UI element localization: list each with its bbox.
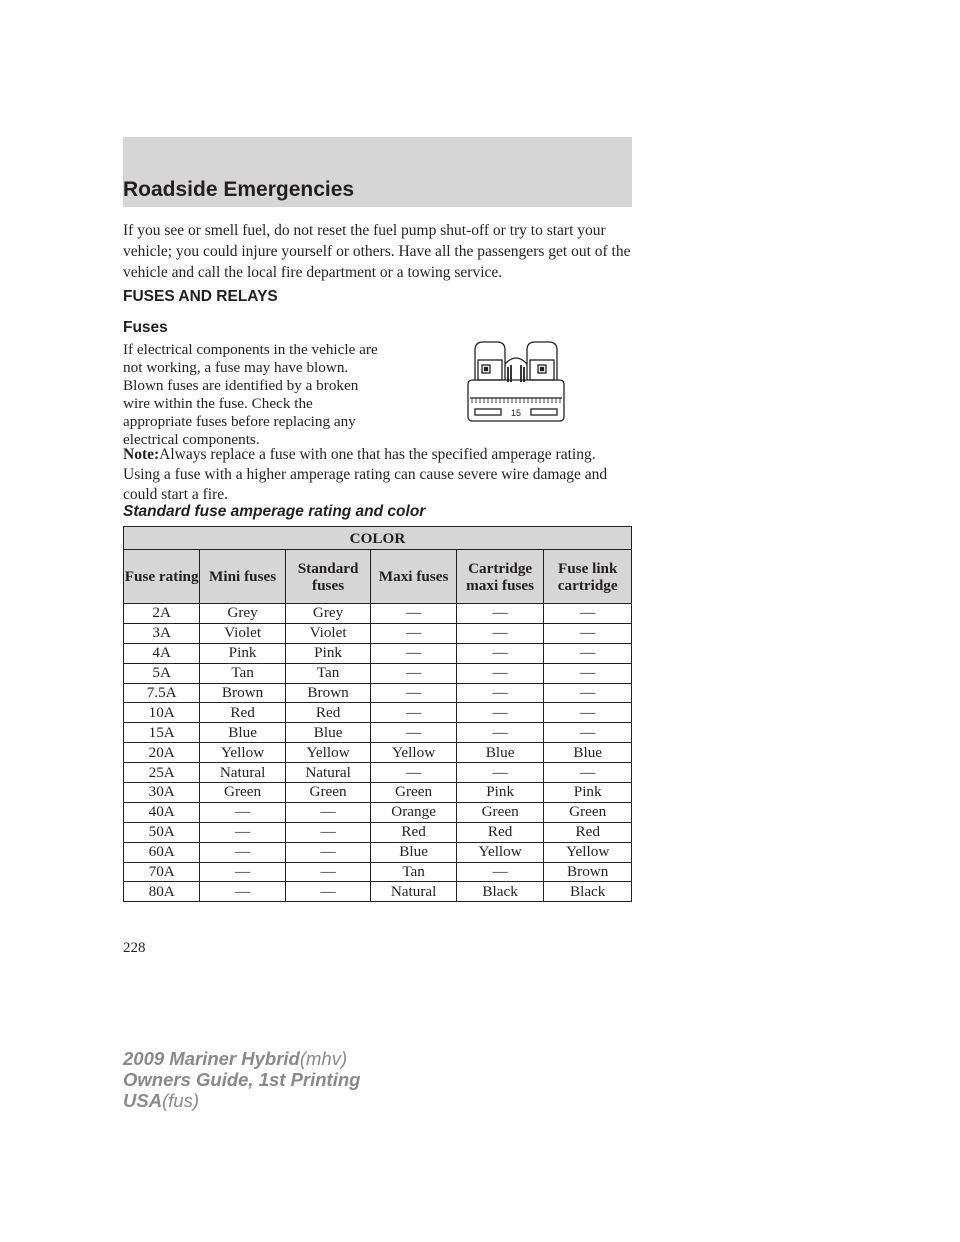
- fuses-paragraph: If electrical components in the vehicle are not working, a fuse may have blown. Blown fuses are identified by a broken wire within the fuse. Check the appropriate fuses before replacing any electrical components.: [123, 341, 378, 448]
- footer-market-code: (fus): [162, 1090, 200, 1111]
- cell-maxi: Yellow: [371, 743, 457, 763]
- footer-model: 2009 Mariner Hybrid: [123, 1048, 300, 1069]
- cell-link: —: [544, 623, 632, 643]
- subsection-heading: Fuses: [123, 319, 168, 336]
- cell-cartridge: Yellow: [456, 842, 544, 862]
- cell-standard: —: [285, 882, 371, 902]
- cell-link: —: [544, 683, 632, 703]
- cell-standard: Violet: [285, 623, 371, 643]
- cell-cartridge: —: [456, 763, 544, 783]
- table-row: [124, 802, 632, 822]
- cell-mini: —: [200, 882, 286, 902]
- fuse-illustration: [467, 340, 565, 422]
- cell-standard: Red: [285, 703, 371, 723]
- column-header-rating: Fuse rating: [124, 550, 200, 604]
- cell-rating: 10A: [124, 703, 200, 723]
- table-row: [124, 723, 632, 743]
- fuse-color-table: [123, 526, 632, 902]
- cell-mini: Pink: [200, 643, 286, 663]
- cell-link: —: [544, 663, 632, 683]
- cell-mini: —: [200, 842, 286, 862]
- footer: [123, 1048, 360, 1111]
- cell-cartridge: Green: [456, 802, 544, 822]
- cell-rating: 30A: [124, 783, 200, 803]
- cell-standard: Grey: [285, 604, 371, 624]
- note-paragraph: [123, 445, 635, 505]
- cell-mini: Grey: [200, 604, 286, 624]
- cell-standard: Brown: [285, 683, 371, 703]
- page-title: Roadside Emergencies: [123, 178, 355, 201]
- cell-rating: 5A: [124, 663, 200, 683]
- column-header-cartridge: Cartridge maxi fuses: [456, 550, 544, 604]
- cell-maxi: Blue: [371, 842, 457, 862]
- page-number: 228: [123, 940, 146, 956]
- footer-market: USA: [123, 1090, 163, 1111]
- cell-cartridge: Pink: [456, 783, 544, 803]
- cell-rating: 7.5A: [124, 683, 200, 703]
- cell-rating: 25A: [124, 763, 200, 783]
- cell-maxi: —: [371, 763, 457, 783]
- cell-rating: 2A: [124, 604, 200, 624]
- cell-maxi: Tan: [371, 862, 457, 882]
- cell-cartridge: —: [456, 643, 544, 663]
- cell-mini: Tan: [200, 663, 286, 683]
- cell-cartridge: —: [456, 604, 544, 624]
- cell-link: —: [544, 703, 632, 723]
- cell-standard: —: [285, 822, 371, 842]
- table-row: [124, 683, 632, 703]
- cell-maxi: Orange: [371, 802, 457, 822]
- cell-link: —: [544, 643, 632, 663]
- cell-cartridge: —: [456, 623, 544, 643]
- column-header-mini: Mini fuses: [200, 550, 286, 604]
- table-row: [124, 623, 632, 643]
- column-header-standard: Standard fuses: [285, 550, 371, 604]
- cell-rating: 3A: [124, 623, 200, 643]
- cell-link: —: [544, 763, 632, 783]
- footer-line: [123, 1048, 360, 1069]
- intro-paragraph: If you see or smell fuel, do not reset the fuel pump shut-off or try to start your vehicle; you could injure yourself or others. Have all the passengers get out of the vehicle and call the local fire department or a towing service.: [123, 222, 631, 281]
- table-row: [124, 703, 632, 723]
- section-heading: FUSES AND RELAYS: [123, 288, 278, 305]
- cell-rating: 20A: [124, 743, 200, 763]
- color-group-header: COLOR: [124, 527, 632, 550]
- cell-link: —: [544, 723, 632, 743]
- table-title: Standard fuse amperage rating and color: [123, 503, 426, 520]
- note-text: Always replace a fuse with one that has the specified amperage rating. Using a fuse with a higher amperage rating can cause severe wire damage and could start a fire.: [123, 446, 608, 503]
- cell-standard: Natural: [285, 763, 371, 783]
- table-row: [124, 862, 632, 882]
- cell-rating: 60A: [124, 842, 200, 862]
- footer-printing: Owners Guide, 1st Printing: [123, 1069, 361, 1090]
- cell-link: Pink: [544, 783, 632, 803]
- cell-maxi: —: [371, 703, 457, 723]
- cell-maxi: Green: [371, 783, 457, 803]
- cell-link: Red: [544, 822, 632, 842]
- cell-rating: 50A: [124, 822, 200, 842]
- table-row: [124, 743, 632, 763]
- cell-link: Green: [544, 802, 632, 822]
- table-row: [124, 822, 632, 842]
- cell-maxi: Natural: [371, 882, 457, 902]
- cell-mini: Yellow: [200, 743, 286, 763]
- cell-mini: —: [200, 822, 286, 842]
- cell-link: Brown: [544, 862, 632, 882]
- cell-rating: 15A: [124, 723, 200, 743]
- column-header-link: Fuse link cartridge: [544, 550, 632, 604]
- cell-standard: Yellow: [285, 743, 371, 763]
- cell-maxi: —: [371, 683, 457, 703]
- footer-line: [123, 1090, 360, 1111]
- table-row: [124, 604, 632, 624]
- cell-maxi: —: [371, 604, 457, 624]
- cell-cartridge: Red: [456, 822, 544, 842]
- cell-mini: Green: [200, 783, 286, 803]
- cell-maxi: —: [371, 643, 457, 663]
- fuse-rating-label: 15: [510, 408, 522, 418]
- cell-cartridge: Blue: [456, 743, 544, 763]
- cell-standard: Tan: [285, 663, 371, 683]
- footer-line: [123, 1069, 360, 1090]
- cell-mini: Natural: [200, 763, 286, 783]
- cell-standard: —: [285, 862, 371, 882]
- cell-maxi: —: [371, 623, 457, 643]
- cell-mini: Brown: [200, 683, 286, 703]
- cell-rating: 4A: [124, 643, 200, 663]
- cell-mini: Violet: [200, 623, 286, 643]
- cell-link: Blue: [544, 743, 632, 763]
- cell-maxi: Red: [371, 822, 457, 842]
- cell-cartridge: —: [456, 703, 544, 723]
- table-row: [124, 643, 632, 663]
- cell-mini: —: [200, 862, 286, 882]
- table-row: [124, 663, 632, 683]
- cell-mini: —: [200, 802, 286, 822]
- cell-link: Yellow: [544, 842, 632, 862]
- cell-maxi: —: [371, 663, 457, 683]
- footer-model-code: (mhv): [299, 1048, 348, 1069]
- cell-link: —: [544, 604, 632, 624]
- cell-standard: Green: [285, 783, 371, 803]
- cell-link: Black: [544, 882, 632, 902]
- cell-rating: 80A: [124, 882, 200, 902]
- column-header-maxi: Maxi fuses: [371, 550, 457, 604]
- table-row: [124, 842, 632, 862]
- cell-standard: —: [285, 802, 371, 822]
- cell-mini: Red: [200, 703, 286, 723]
- table-row: [124, 783, 632, 803]
- cell-standard: Blue: [285, 723, 371, 743]
- cell-cartridge: —: [456, 683, 544, 703]
- table-body: [124, 604, 632, 902]
- cell-rating: 40A: [124, 802, 200, 822]
- cell-cartridge: —: [456, 862, 544, 882]
- cell-cartridge: —: [456, 663, 544, 683]
- note-label: Note:: [123, 446, 160, 463]
- cell-rating: 70A: [124, 862, 200, 882]
- cell-mini: Blue: [200, 723, 286, 743]
- cell-standard: Pink: [285, 643, 371, 663]
- cell-cartridge: —: [456, 723, 544, 743]
- cell-cartridge: Black: [456, 882, 544, 902]
- table-row: [124, 763, 632, 783]
- cell-standard: —: [285, 842, 371, 862]
- table-row: [124, 882, 632, 902]
- cell-maxi: —: [371, 723, 457, 743]
